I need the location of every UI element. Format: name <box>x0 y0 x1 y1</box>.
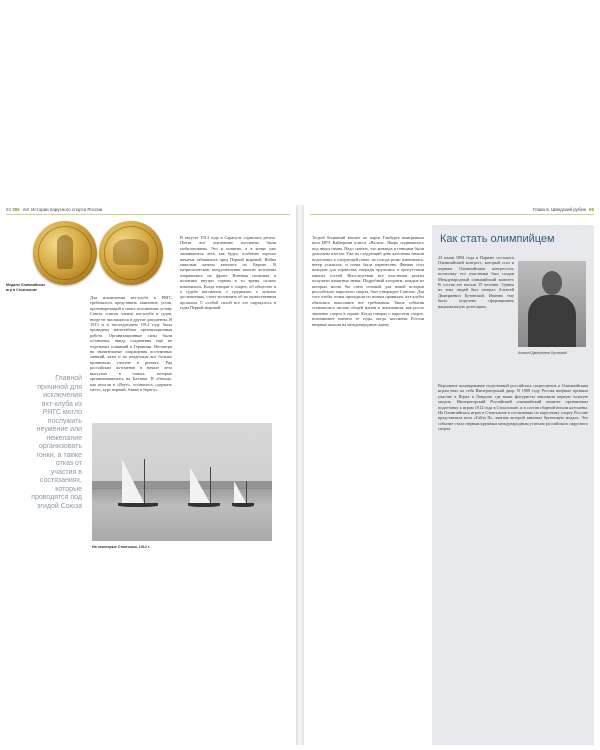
medal-figure-group <box>113 239 149 265</box>
portrait-torso <box>528 295 576 347</box>
yacht-sail <box>190 467 210 503</box>
olympian-sidebar <box>432 225 594 745</box>
medal-obverse <box>33 221 97 285</box>
pull-quote: Главной причиной для исключения яхт-клуба из РЯГС могло послужить неумение или нежелание организовать гонки, а также отказ от участия в состязаниях, которые проводятся под эгидой Союза <box>31 375 82 510</box>
sidebar-body: Верховное командование подготовкой российских спортсменов к Олимпийским играм взял на себя Императорский двор. В 1908 году Россия впервые приняла участие в Играх в Лондоне, где наши фигуристы завоевали первую золотую медаль. Императорский Российский олимпийский комитет организовал подготовку к играм 1912 года в Стокгольме, и в состав сборной вошли яхтсмены. На Олимпийских играх в Стокгольме в состязаниях по парусному спорту Россию представляла яхта «Гallia II», экипаж которой завоевал бронзовую медаль. Это событие стало первым крупным международным успехом российского парусного спорта. <box>438 383 588 432</box>
medal-figure <box>57 235 73 269</box>
left-title-number: 386 <box>12 207 20 212</box>
right-page-number: 95 <box>588 207 594 212</box>
left-page-number: 94 <box>6 207 12 212</box>
right-running-header <box>533 207 594 212</box>
sidebar-title: Как стать олимпийцем <box>440 233 555 245</box>
left-title-text: лет Истории парусного спорта России <box>22 207 103 212</box>
left-column-2: В августе 1914 года в Сарапуле сорвалась регата. Почти все уцелевшие яхтсмены были мобилизованы. Это и понятно, а в конце уже лишившиеся лета, как будто, особенно хорошо начатые забывались пред Первой мировой. Война тяжелым катком катилась по Европе. В патриотическом воодушевлении многие яхтсмены отправились на фронт. Военная политика и политика внутри страны в то время сильно изменились. Когда говорят о спорте, об обществе и о судьбе яхтсменов, о традициях, о лучших достижениях, стоит вспомнить об их мужественном прошлом. С особой силой все это ощущалось в годы Первой мировой. <box>180 235 276 311</box>
yacht-mast <box>210 467 211 503</box>
left-running-header <box>6 207 102 212</box>
yacht-mast <box>246 481 247 503</box>
sidebar-intro: 23 июня 1894 года в Париже состоялся Олимпийский конгресс, который стал и первым Олимпийским конгрессом, поскольку его участники был создан Международный олимпийский комитет. В состав его вошли 15 человек. Одним из этих людей был генерал Алексей Дмитриевич Бутовский. Именно ему было поручено сформировать национальную делегацию. <box>438 255 514 309</box>
left-column-1: Для исключения яхт-клуба в РЯГС требовалось представить заявление, устав, противоречащий в своих положениях уставу Союза, список членов яхт-клуба и судов, нигде не числящихся и другие документы. В 1913 и в последующем 1914 году была проведена масштабная организационная работа. Организационные силы были оставлены, ввиду сохранения ещё не отдельных плаваний в Германии. Несмотря на значительные сокращения постоянных занятий, яхты и их владельцы все больше принимали участие в регатах. Ряд российских яхтсменов в начале лета выступал в гонках, которые организовывались на Балтике. В обиходе, как писали в «Яхте», оставалось «держать место, курс верный, ближе к берегу». <box>90 295 172 392</box>
right-page <box>304 205 600 745</box>
right-column-1: Тогдой боцманий вполне по парти Гамбурга выигрывала яхта ИРЭ Кайзерини класса «Вески». Якорь поднималась под звуки гимна. Надо сказать, что команда и гонщики были довольны итогом. Уже на следующий день яхтсмены начали подготовку к следующей гонке, но погода резко изменилась, ветер усилился, и гонка была перенесена. Финиш стал поводом для торжества, награды вручались в присутствии многих гостей. Впоследствии все участники регаты получили памятные знаки. Подробный алгоритм, каждые из которых могли бы стать основой для новой истории российского парусного спорта, был утвержден Союзом. Для того чтобы гонки проходили по новым правилам, яхт-клубы обязались выполнять все требования. Такие события становились частью общей жизни и показывали, как росло значение спорта в стране. Когда говорят о парусном спорте, вспоминают именно те годы, когда яхтсмены России впервые вышли на международную арену. <box>312 235 424 327</box>
left-page <box>0 205 296 745</box>
photo-caption: На некоторых Стокгольм, 1912 г. <box>92 545 150 549</box>
right-title-text: Глава 6. Шведский рубеж <box>532 207 586 212</box>
olympic-medals-image <box>33 221 163 286</box>
medal-reverse <box>99 221 163 285</box>
yacht-hull <box>232 503 254 507</box>
yacht-mast <box>144 459 145 503</box>
book-gutter <box>296 205 304 745</box>
yacht-hull <box>118 503 158 507</box>
portrait-head <box>542 271 562 295</box>
right-header-rule <box>310 214 594 215</box>
medal-caption: Медали Олимпийских игр в Стокгольме <box>6 283 46 292</box>
yacht-sail <box>234 481 246 503</box>
book-spread <box>0 205 600 745</box>
yacht-hull <box>188 503 220 507</box>
butovsky-portrait <box>518 261 586 347</box>
yacht-sail <box>122 459 144 503</box>
portrait-caption: Алексей Дмитриевич Бутовский <box>518 351 567 355</box>
sailing-yachts-photo <box>92 423 272 541</box>
left-header-rule <box>6 214 290 215</box>
